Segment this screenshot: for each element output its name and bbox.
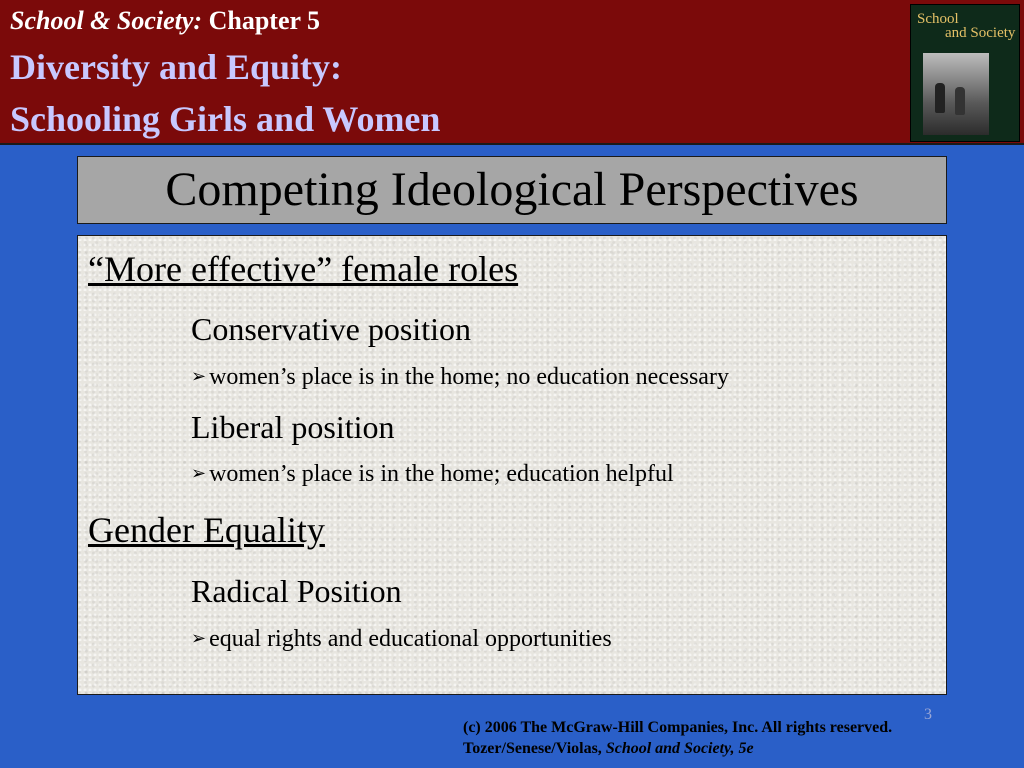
book-cover-figure <box>935 83 945 113</box>
slide-title-box <box>77 156 947 224</box>
position-detail <box>191 461 674 488</box>
copyright-text: (c) 2006 The McGraw-Hill Companies, Inc. All rights reserved. <box>463 719 893 736</box>
chapter-label <box>10 6 320 36</box>
arrowhead-right-icon: ➢ <box>191 628 207 649</box>
footer-copyright <box>463 717 892 759</box>
book-cover-title-top: School <box>917 11 959 27</box>
book-cover-image <box>910 4 1020 142</box>
citation-book: School and Society, 5e <box>605 740 754 757</box>
arrowhead-right-icon: ➢ <box>191 463 207 484</box>
position-name: Conservative position <box>191 311 471 347</box>
position-name: Liberal position <box>191 409 395 445</box>
position-detail <box>191 626 612 653</box>
book-cover-title-bottom: and Society <box>945 25 1016 41</box>
chapter-title-line-1: Diversity and Equity: <box>10 47 343 87</box>
book-cover-figure <box>955 87 965 115</box>
slide-number: 3 <box>924 706 932 723</box>
arrowhead-right-icon: ➢ <box>191 366 207 387</box>
position-detail-text: equal rights and educational opportunities <box>209 626 612 652</box>
content-panel <box>77 235 947 695</box>
position-detail <box>191 364 729 391</box>
book-title: School & Society: <box>10 6 203 35</box>
citation-authors: Tozer/Senese/Violas, <box>463 740 606 757</box>
section-heading: “More effective” female roles <box>88 249 519 289</box>
position-detail-text: women’s place is in the home; no education necessary <box>209 364 729 390</box>
position-detail-text: women’s place is in the home; education helpful <box>209 461 674 487</box>
section-heading: Gender Equality <box>88 510 325 550</box>
chapter-number: Chapter 5 <box>208 6 321 35</box>
citation <box>463 738 892 759</box>
chapter-title-line-2: Schooling Girls and Women <box>10 99 441 139</box>
chapter-header <box>0 0 1024 145</box>
slide-title: Competing Ideological Perspectives <box>165 163 859 216</box>
position-name: Radical Position <box>191 573 402 609</box>
